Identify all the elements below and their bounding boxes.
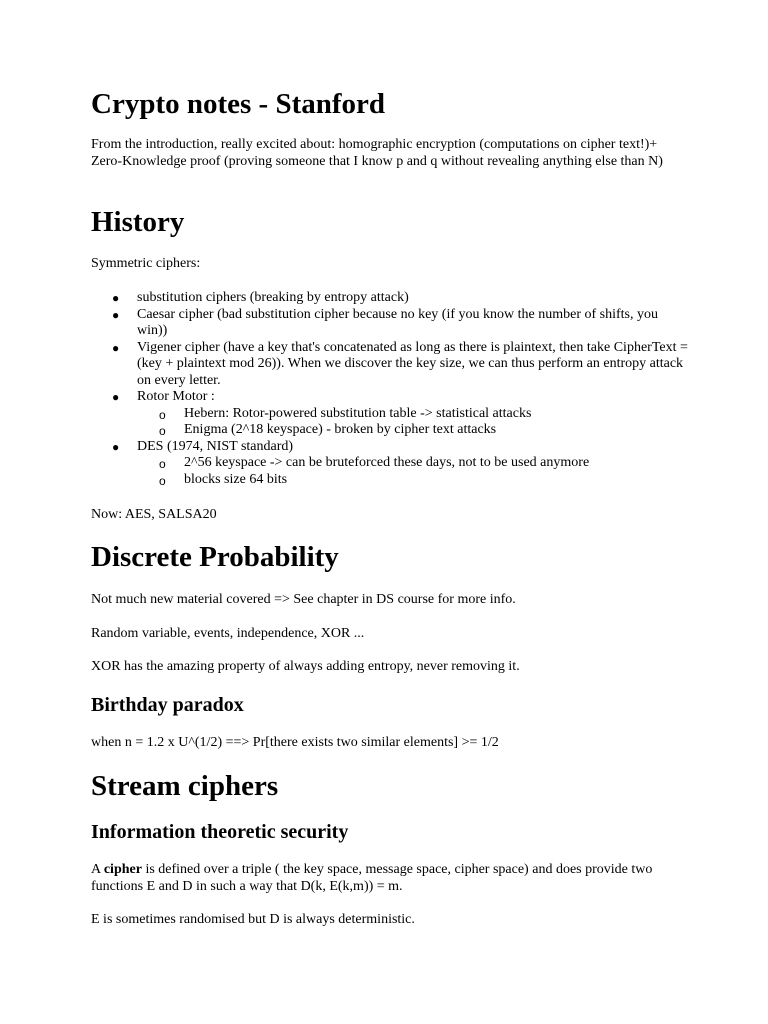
sub-list-item-text: Enigma (2^18 keyspace) - broken by cipher text attacks [184,422,497,437]
cipher-definition-paragraph [91,862,681,895]
sub-list [137,455,691,488]
bullet-icon: ● [112,307,120,322]
sub-list [137,406,691,439]
list-item [91,307,691,340]
sub-list-item [91,472,691,489]
birthday-paragraph: when n = 1.2 x U^(1/2) ==> Pr[there exists two similar elements] >= 1/2 [91,735,499,750]
discrete-paragraph-2: Random variable, events, independence, XOR ... [91,626,365,641]
circle-bullet-icon: o [159,457,166,471]
bullet-icon: ● [112,340,120,355]
cipher-def-post: is defined over a triple ( the key space, message space, cipher space) and does provide two functions E and D in such a way that D(k, E(k,m)) = m. [91,862,653,894]
now-paragraph: Now: AES, SALSA20 [91,507,217,522]
list-item-text: DES (1974, NIST standard) [137,438,294,454]
bullet-icon: ● [112,439,120,454]
discrete-paragraph-3: XOR has the amazing property of always adding entropy, never removing it. [91,659,520,674]
history-list [91,290,691,488]
circle-bullet-icon: o [159,473,166,488]
cipher-def-pre: A [91,862,104,877]
discrete-probability-heading: Discrete Probability [91,541,339,573]
list-item [91,340,691,390]
list-item [91,439,691,489]
sub-list-item-text: 2^56 keyspace -> can be bruteforced these days, not to be used anymore [184,455,590,470]
cipher-term: cipher [103,862,142,877]
sub-list-item-text: blocks size 64 bits [184,471,288,487]
sub-list-item [91,422,691,439]
list-item-text: substitution ciphers (breaking by entropy attack) [137,290,409,305]
sub-list-item [91,455,691,472]
symmetric-ciphers-label: Symmetric ciphers: [91,256,201,271]
sub-list-item [91,406,691,423]
birthday-paradox-heading: Birthday paradox [91,694,244,716]
intro-paragraph: From the introduction, really excited about: homographic encryption (computations on cipher text!)+ Zero-Knowledge proof (proving someone that I know p and q without revealing anything else than N) [91,137,663,169]
page-title: Crypto notes - Stanford [91,88,386,120]
circle-bullet-icon: o [159,407,166,422]
list-item-text: Rotor Motor : [137,389,215,404]
information-theoretic-security-heading: Information theoretic security [91,821,349,843]
sub-list-item-text: Hebern: Rotor-powered substitution table -> statistical attacks [184,405,532,421]
circle-bullet-icon: o [159,424,166,438]
list-item-text: Vigener cipher (have a key that's concatenated as long as there is plaintext, then take CipherText = (key + plaintext mod 26)). When we discover the key size, we can thus perform an entropy attack on every letter. [137,339,688,388]
list-item-text: Caesar cipher (bad substitution cipher because no key (if you know the number of shifts, you win)) [137,306,658,338]
bullet-icon: ● [112,390,120,404]
list-item [91,290,691,307]
stream-ciphers-heading: Stream ciphers [91,770,279,802]
bullet-icon: ● [112,291,120,305]
list-item [91,389,691,439]
history-heading: History [91,206,185,238]
deterministic-paragraph: E is sometimes randomised but D is always deterministic. [91,912,415,927]
discrete-paragraph-1: Not much new material covered => See chapter in DS course for more info. [91,592,516,607]
